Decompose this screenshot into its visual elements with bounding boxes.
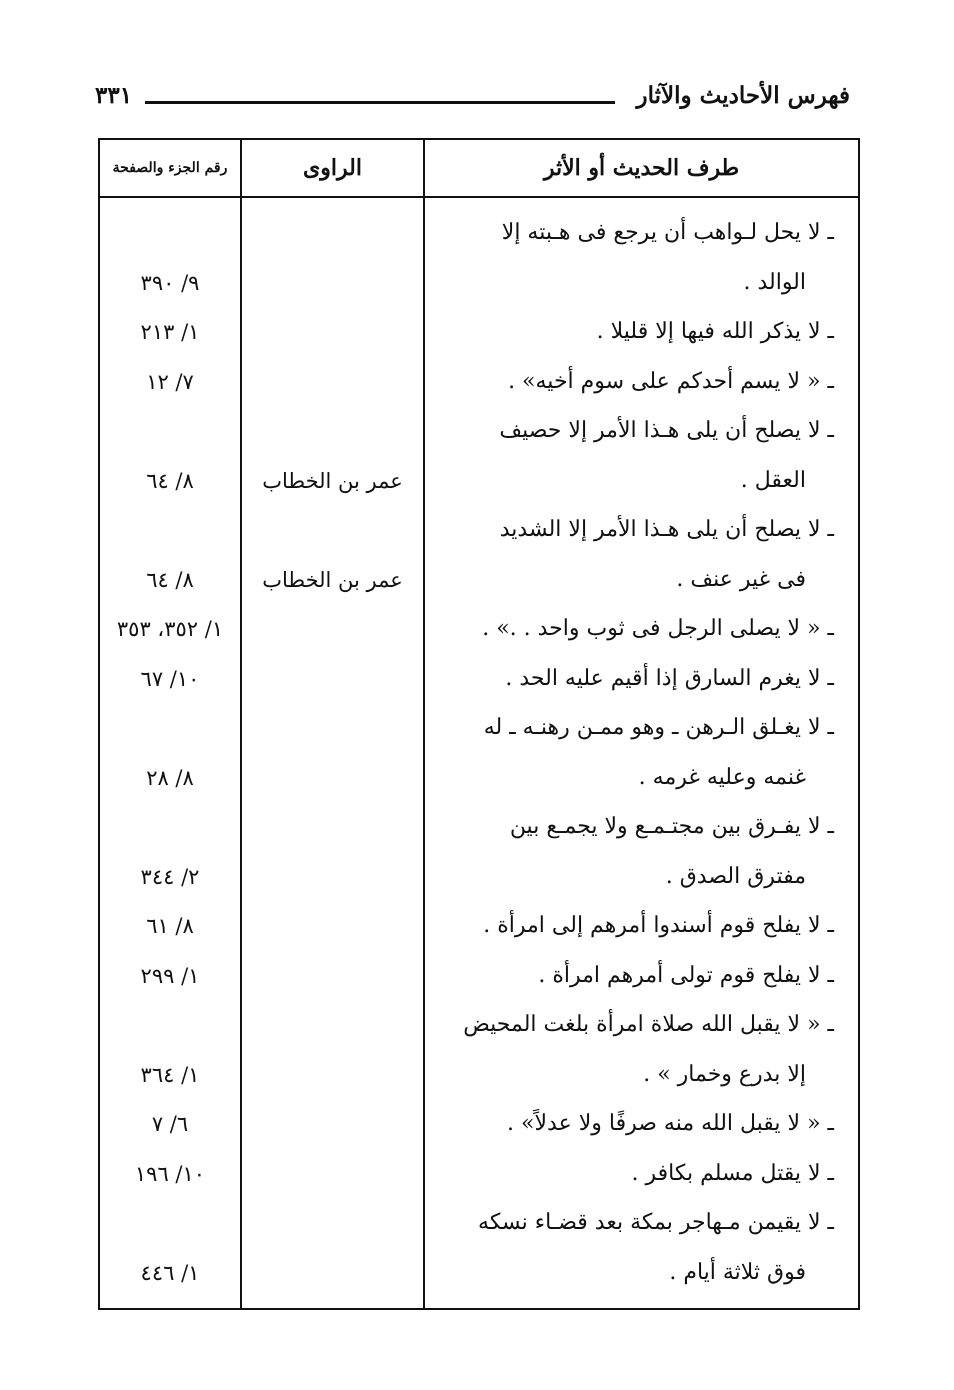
hadith-entry-text: ـ « لا يقبل الله صلاة امرأة بلغت المحيض [463, 1012, 834, 1037]
hadith-entry-text: ـ « لا يسم أحدكم على سوم أخيه» . [508, 368, 834, 394]
narrator-name: عمر بن الخطاب [262, 468, 403, 493]
volume-page-reference: ١/ ٢٩٩ [140, 963, 200, 988]
volume-page-reference: ٩/ ٣٩٠ [140, 270, 200, 295]
volume-page-reference: ٨/ ٦٤ [146, 468, 194, 493]
hadith-entry-continuation: إلا بدرع وخمار » . [643, 1061, 806, 1087]
hadith-entry-text: ـ لا يقتل مسلم بكافر . [631, 1160, 834, 1186]
volume-page-reference: ٢/ ٣٤٤ [140, 864, 200, 889]
column-header-hadith: طرف الحديث أو الأثر [543, 155, 740, 181]
volume-page-reference: ١/ ٢١٣ [140, 320, 200, 344]
volume-page-reference: ١٠/ ١٩٦ [134, 1161, 206, 1186]
hadith-entry-text: ـ لا يفلح قوم أسندوا أمرهم إلى امرأة . [483, 913, 834, 938]
hadith-entry-text: ـ لا يقيمن مـهاجر بمكة بعد قضـاء نسكه [478, 1210, 834, 1235]
volume-page-reference: ٨/ ٦١ [146, 914, 194, 938]
page-number: ٣٣١ [95, 82, 133, 109]
hadith-entry-continuation: العقل . [740, 467, 806, 493]
hadith-entry-text: ـ لا يذكر الله فيها إلا قليلا . [596, 319, 834, 344]
hadith-entry-text: ـ لا يحل لـواهب أن يرجع فى هـبته إلا [501, 220, 834, 245]
column-header-narrator: الراوى [303, 155, 362, 181]
hadith-entry-text: ـ لا يفلح قوم تولى أمرهم امرأة . [538, 962, 834, 988]
volume-page-reference: ١/ ٤٤٦ [140, 1260, 200, 1285]
hadith-entry-continuation: مفترق الصدق . [665, 863, 806, 889]
hadith-entry-text: ـ « لا يصلى الرجل فى ثوب واحد . .» . [482, 616, 834, 641]
column-divider [423, 140, 425, 1308]
running-header-title: فهرس الأحاديث والآثار [636, 82, 850, 109]
volume-page-reference: ١/ ٣٥٢، ٣٥٣ [116, 617, 224, 641]
header-rule [145, 101, 615, 104]
column-divider [240, 140, 242, 1308]
header-row-divider [100, 196, 858, 198]
hadith-entry-continuation: فوق ثلاثة أيام . [669, 1259, 806, 1285]
hadith-entry-continuation: فى غير عنف . [676, 566, 806, 592]
narrator-name: عمر بن الخطاب [262, 567, 403, 592]
volume-page-reference: ٨/ ٦٤ [146, 567, 194, 592]
hadith-entry-text: ـ لا يصلح أن يلى هـذا الأمر إلا حصيف [499, 418, 834, 443]
volume-page-reference: ١٠/ ٦٧ [140, 666, 200, 691]
hadith-entry-text: ـ لا يغـلق الـرهن ـ وهو ممـن رهنـه ـ له [483, 715, 834, 740]
hadith-entry-text: ـ لا يغرم السارق إذا أقيم عليه الحد . [505, 665, 834, 691]
hadith-entry-text: ـ « لا يقبل الله منه صرفًا ولا عدلاً» . [507, 1111, 834, 1136]
hadith-entry-continuation: الوالد . [743, 269, 806, 295]
volume-page-reference: ٨/ ٢٨ [146, 765, 194, 790]
hadith-entry-text: ـ لا يصلح أن يلى هـذا الأمر إلا الشديد [499, 517, 834, 542]
volume-page-reference: ٧/ ١٢ [146, 369, 194, 394]
volume-page-reference: ١/ ٣٦٤ [140, 1062, 200, 1087]
volume-page-reference: ٦/ ٧ [151, 1112, 189, 1136]
column-header-reference: رقم الجزء والصفحة [112, 160, 228, 176]
running-header [95, 82, 850, 122]
hadith-index-table [98, 138, 860, 1310]
hadith-entry-continuation: غنمه وعليه غرمه . [638, 764, 806, 790]
hadith-entry-text: ـ لا يفـرق بين مجتـمـع ولا يجمـع بين [509, 814, 834, 839]
